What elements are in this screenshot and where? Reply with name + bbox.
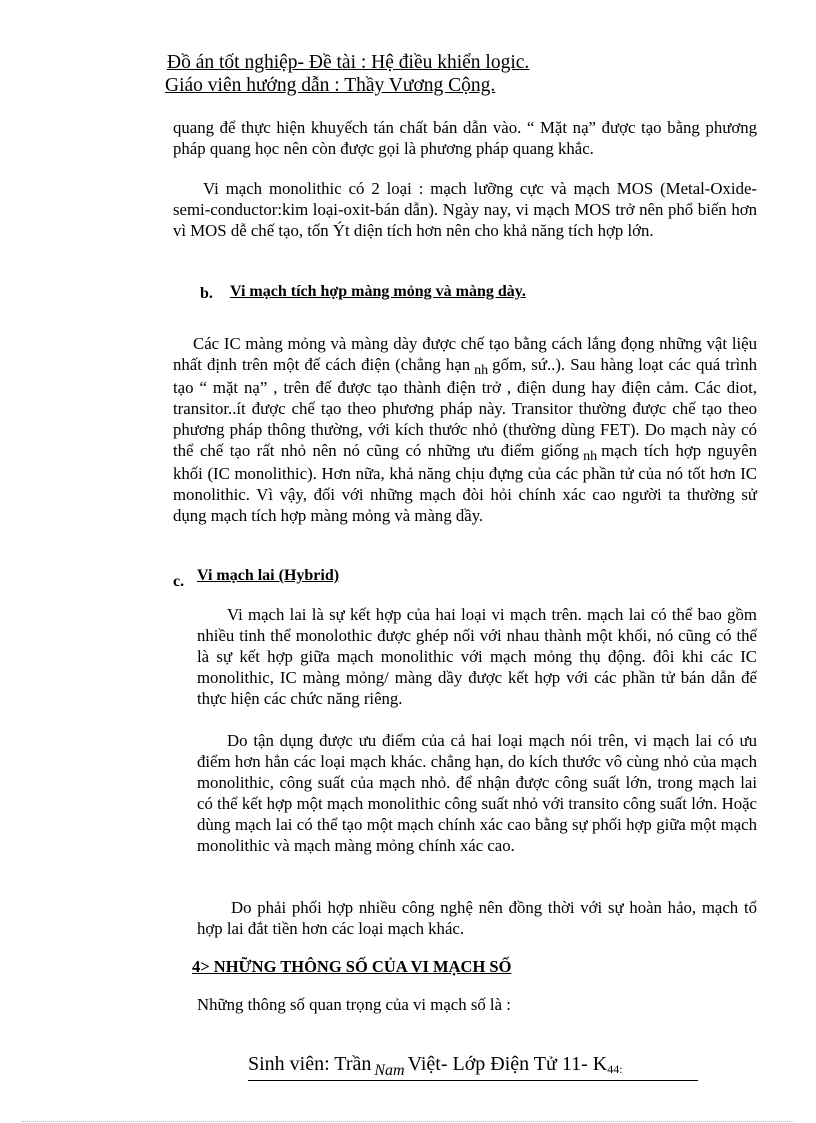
page-bottom-border	[22, 1121, 794, 1122]
header-advisor-line: Giáo viên hướng dẫn : Thầy Vương Cộng.	[165, 75, 496, 96]
section-b-text-1: Các IC màng mỏng và màng dày được chế tạo bằng cách lắng đọng những vật liệu nhất định trên một đế cách điện (chẳng hạn	[173, 334, 757, 374]
section-b-text-3: mạch tích hợp nguyên khối (IC monolithic). Hơn nữa, khả năng chịu đựng của các phần tử của nó tốt hơn IC monolithic. Vì vậy, đối với những mạch đòi hỏi chính xác cao người ta thường sử dụng mạch tích hợp màng mỏng và màng dầy.	[173, 441, 757, 525]
section-c-label: c.	[173, 573, 185, 590]
footer-student-prefix: Sinh viên: Trần	[248, 1053, 372, 1075]
section-b-label: b.	[200, 285, 213, 302]
header-title-line: Đồ án tốt nghiệp- Đề tài : Hệ điều khiển logic.	[167, 52, 530, 73]
section-b-title: Vi mạch tích hợp màng mỏng và màng dày.	[230, 283, 526, 300]
section-b-nh-1: nh	[474, 363, 489, 378]
paragraph-hybrid-advantages: Do tận dụng được ưu điểm của cả hai loại mạch nói trên, vi mạch lai có ưu điểm hơn hẳn các loại mạch khác. chẳng hạn, do kích thước vô cùng nhỏ của mạch monolithic, công suất của mạch nhỏ. để nhận được công suất lớn, trong mạch lai có thể kết hợp một mạch monolithic công suất nhỏ với transito công suất lớn. Hoặc dùng mạch lai có thể tạo một mạch chính xác cao bằng sự phối hợp giữa một mạch monolithic và mạch màng mỏng chính xác cao.	[197, 731, 757, 855]
section-b-text-2: gốm, sứ..). Sau hàng loạt các quá trình tạo “ mặt nạ” , trên đế được tạo thành điện trở , điện dung hay điện cảm. Các diot, transitor..ít được chế tạo theo phương pháp này. Transitor thường được chế tạo theo phương pháp thông thường, với kích thước nhỏ (thường dùng FET). Do mạch này có thể chế tạo rất nhỏ nên nó cũng có những ưu điểm giống	[173, 355, 758, 460]
paragraph-monolithic-types: Vi mạch monolithic có 2 loại : mạch lưỡng cực và mạch MOS (Metal-Oxide-semi-conductor:kim loại-oxit-bán dẫn). Ngày nay, vi mạch MOS trở nên phổ biến hơn vì MOS dễ chế tạo, tốn Ýt diện tích hơn nên cho khả năng tích hợp lớn.	[173, 179, 757, 240]
paragraph-thin-thick-film	[173, 333, 757, 526]
footer-class: Việt- Lớp Điện Tử 11- K	[407, 1053, 608, 1075]
footer-cursive-name: Nam	[374, 1062, 405, 1079]
paragraph-hybrid-cost: Do phải phối hợp nhiều công nghệ nên đồng thời với sự hoàn hảo, mạch tổ hợp lai đắt tiền hơn các loại mạch khác.	[197, 898, 757, 938]
section-4-intro: Những thông số quan trọng của vi mạch số là :	[197, 995, 511, 1014]
page-number: 44:	[607, 1062, 623, 1076]
section-b-nh-2: nh	[583, 449, 598, 464]
footer-student-line	[248, 1052, 698, 1081]
section-4-title: 4> NHỮNG THÔNG SỐ CỦA VI MẠCH SỐ	[192, 957, 512, 976]
paragraph-mask-method: quang để thực hiện khuyếch tán chất bán dẫn vào. “ Mặt nạ” được tạo bằng phương pháp quang học nên còn được gọi là phương pháp quang khắc.	[173, 118, 757, 158]
section-c-title: Vi mạch lai (Hybrid)	[197, 567, 340, 584]
paragraph-hybrid-definition: Vi mạch lai là sự kết hợp của hai loại vi mạch trên. mạch lai có thể bao gồm nhiều tinh thể monolothic được ghép nối với nhau thành một khối, nó cũng có thể là sự kết hợp giữa mạch monolithic với mạch mỏng thụ động. đôi khi các IC monolithic, IC màng mỏng/ màng dầy được kết hợp với các phần tử bán dẫn để thực hiện các chức năng riêng.	[197, 605, 757, 708]
